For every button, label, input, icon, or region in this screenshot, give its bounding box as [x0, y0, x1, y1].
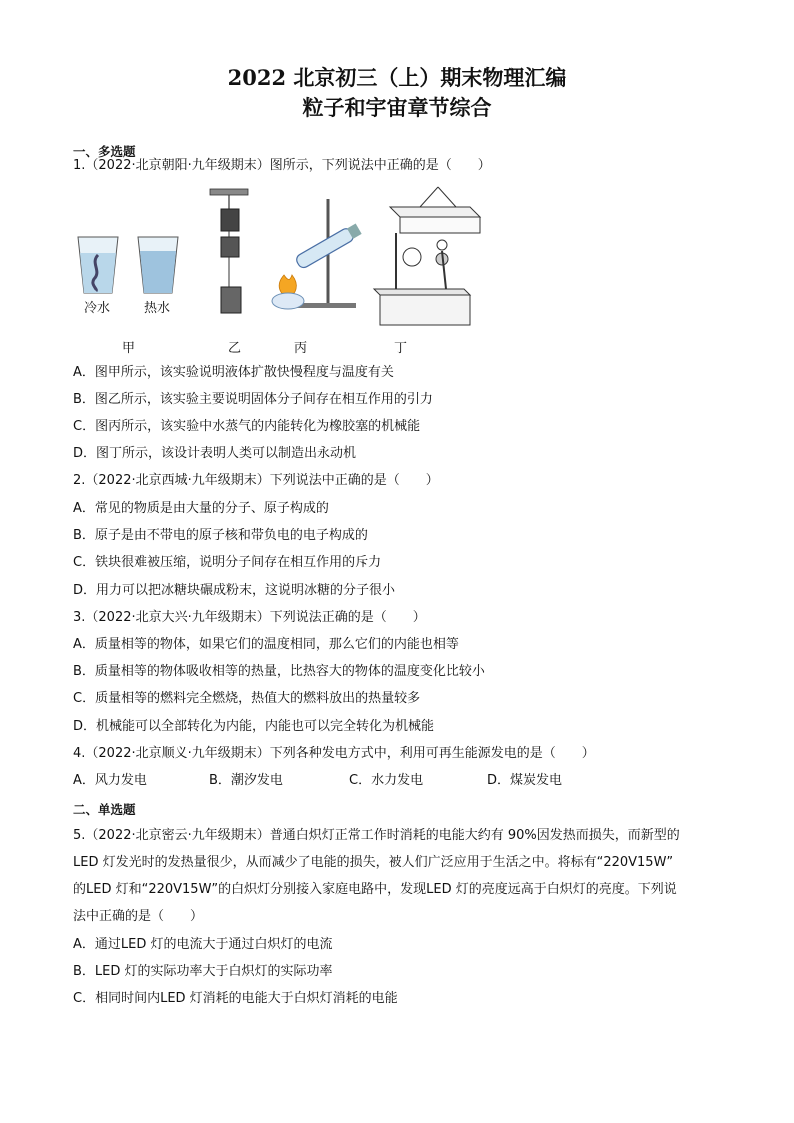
q5-option-a: A．通过LED 灯的电流大于通过白炽灯的电流 — [73, 937, 333, 952]
q1-option-d: D．图丁所示，该设计表明人类可以制造出永动机 — [73, 446, 357, 461]
section-heading-multi: 一、多选题 — [73, 144, 136, 159]
q5-option-b: B．LED 灯的实际功率大于白炽灯的实际功率 — [73, 964, 333, 979]
q3-option-d: D．机械能可以全部转化为内能，内能也可以完全转化为机械能 — [73, 719, 435, 734]
q5-stem-line-3: 的LED 灯和“220V15W”的白炽灯分别接入家庭电路中，发现LED 灯的亮度远高于白炽灯的亮度。下列说 — [73, 882, 677, 897]
q1-stem: 1.（2022·北京朝阳·九年级期末）图所示，下列说法中正确的是（ ） — [73, 158, 491, 173]
q2-option-a: A．常见的物质是由大量的分子、原子构成的 — [73, 501, 329, 516]
q4-options — [73, 772, 562, 790]
q3-option-c: C．质量相等的燃料完全燃烧，热值大的燃料放出的热量较多 — [73, 691, 421, 706]
q4-stem: 4.（2022·北京顺义·九年级期末）下列各种发电方式中，利用可再生能源发电的是（ ） — [73, 746, 595, 761]
label-bing: 丙 — [294, 341, 308, 356]
section-heading-single: 二、单选题 — [73, 802, 136, 817]
label-hot-water: 热水 — [144, 301, 171, 316]
q3-option-a: A．质量相等的物体，如果它们的温度相同，那么它们的内能也相等 — [73, 637, 459, 652]
q4-option-c: C．水力发电 — [349, 773, 424, 788]
perpetual-motion-machine — [374, 187, 480, 325]
q2-stem: 2.（2022·北京西城·九年级期末）下列说法中正确的是（ ） — [73, 473, 439, 488]
beaker-hot-water — [138, 237, 178, 293]
label-jia: 甲 — [122, 341, 136, 356]
q1-option-a: A．图甲所示，该实验说明液体扩散快慢程度与温度有关 — [73, 365, 394, 380]
q4-option-d: D．煤炭发电 — [487, 773, 563, 788]
q1-option-c: C．图丙所示，该实验中水蒸气的内能转化为橡胶塞的机械能 — [73, 419, 421, 434]
q5-option-c: C．相同时间内LED 灯消耗的电能大于白炽灯消耗的电能 — [73, 991, 398, 1006]
q3-option-b: B．质量相等的物体吸收相等的热量，比热容大的物体的温度变化比较小 — [73, 664, 485, 679]
q1-figure — [70, 185, 510, 355]
test-tube-apparatus — [272, 199, 362, 309]
page-subtitle: 粒子和宇宙章节综合 — [302, 95, 492, 120]
q2-option-d: D．用力可以把冰糖块碾成粉末，这说明冰糖的分子很小 — [73, 583, 396, 598]
label-cold-water: 冷水 — [84, 301, 111, 316]
q3-stem: 3.（2022·北京大兴·九年级期末）下列说法正确的是（ ） — [73, 610, 426, 625]
page-title: 2022 北京初三（上）期末物理汇编 — [227, 65, 567, 90]
label-ding: 丁 — [394, 341, 408, 356]
lead-blocks-apparatus — [210, 189, 248, 313]
q5-stem-line-4: 法中正确的是（ ） — [73, 909, 204, 924]
label-yi: 乙 — [228, 341, 242, 356]
q2-option-c: C．铁块很难被压缩，说明分子间存在相互作用的斥力 — [73, 555, 382, 570]
q5-stem-line-1: 5.（2022·北京密云·九年级期末）普通白炽灯正常工作时消耗的电能大约有 90%因发热而损失，而新型的 — [73, 828, 680, 843]
q5-stem-line-2: LED 灯发光时的发热量很少，从而减少了电能的损失，被人们广泛应用于生活之中。将标有“220V15W” — [73, 855, 674, 870]
beaker-cold-water — [78, 237, 118, 293]
q2-option-b: B．原子是由不带电的原子核和带负电的电子构成的 — [73, 528, 368, 543]
q4-option-b: B．潮汐发电 — [209, 773, 283, 788]
q1-option-b: B．图乙所示，该实验主要说明固体分子间存在相互作用的引力 — [73, 392, 433, 407]
q4-option-a: A．风力发电 — [73, 773, 147, 788]
